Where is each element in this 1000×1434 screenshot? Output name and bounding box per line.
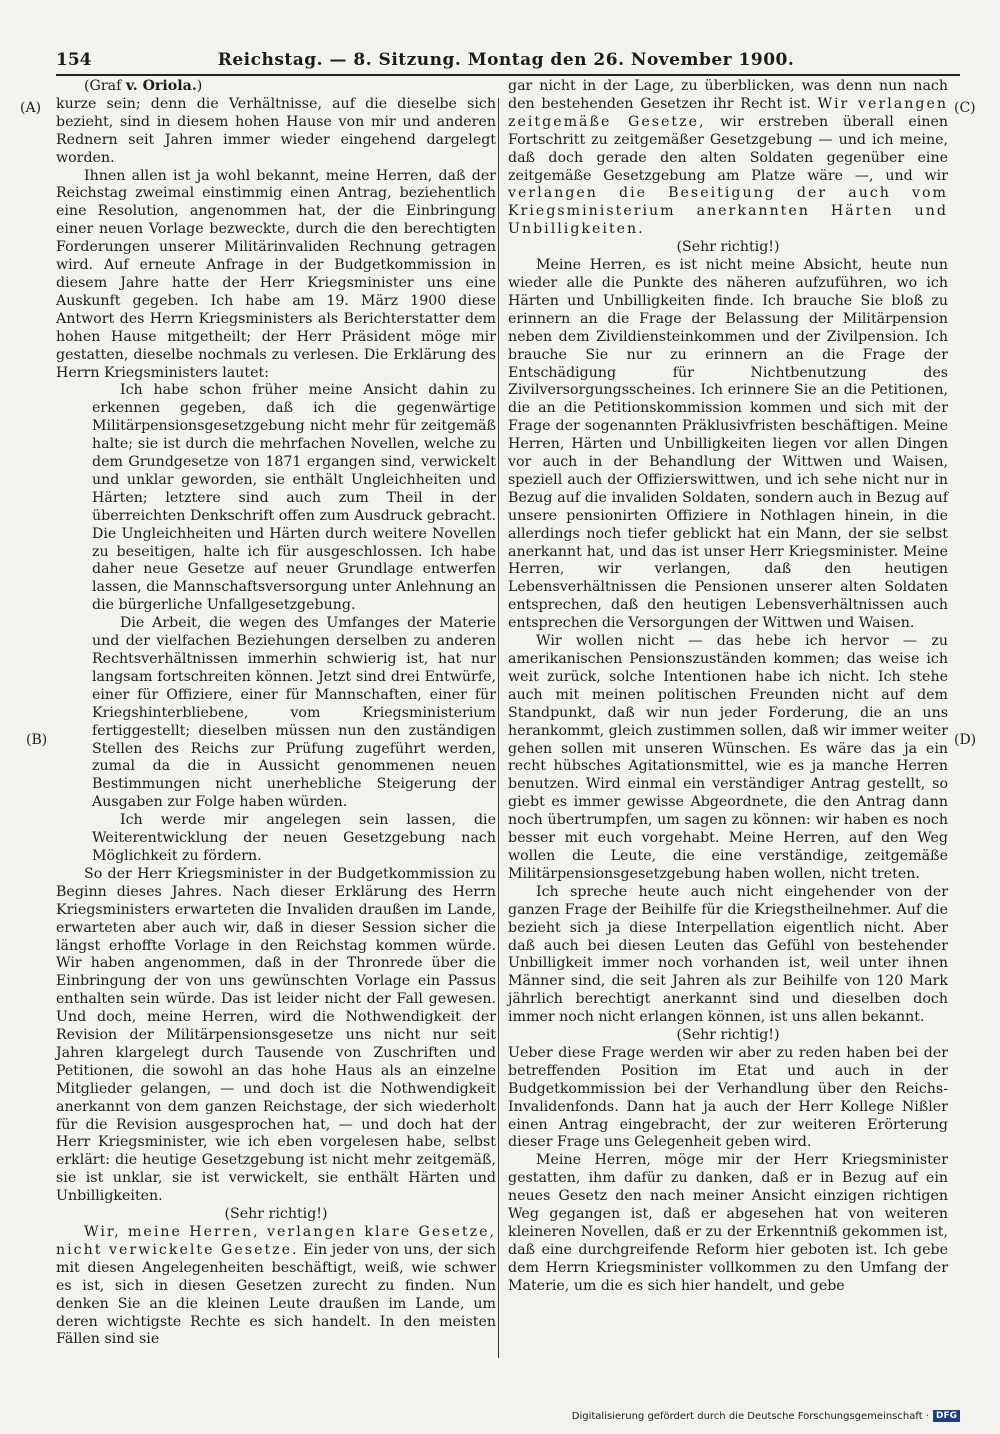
right-column: [508, 78, 948, 1296]
column-divider: [498, 98, 499, 1358]
paragraph: Wir wollen nicht — das hebe ich hervor — zu amerikanischen Pensionszuständen kommen; das weise ich weit zurück, solche Intentionen habe ich nicht. Ich stehe auch mit meinen politischen Freunden nicht auf dem Standpunkt, daß wir nun jeder Forderung, die an uns herankommt, gleich zustimmen sollen, daß wir immer weiter gehen sollen mit unseren Wünschen. Es wäre das ja ein recht hübsches Agitationsmittel, wie es ja manche Herren benutzen. Wird einmal ein verständiger Antrag gestellt, so giebt es immer gewisse Abgeordnete, die den Antrag dann noch übertrumpfen, um sagen zu können: wir haben es noch besser mit euch vorgehabt. Meine Herren, auf den Weg wollen die Leute, die eine verständige, zeitgemäße Militärpensionsgesetzgebung haben wollen, nicht treten.: [508, 633, 948, 882]
paragraph: Ihnen allen ist ja wohl bekannt, meine Herren, daß der Reichstag zweimal einstimmig einen Antrag, beziehentlich eine Resolution, angenommen hat, der die Einbringung einer neuen Vorlage bezweckte, durch die den berechtigten Forderungen unserer Militärinvaliden Rechnung getragen wird. Auf erneute Anfrage in der Budgetkommission in diesem Jahre hatte der Herr Kriegsminister uns eine Auskunft gegeben. Ich habe am 19. März 1900 diese Antwort des Herrn Kriegsministers als Berichterstatter dem hohen Hause mitgetheilt; der Herr Präsident möge mir gestatten, dieselbe nochmals zu verlesen. Die Erklärung des Herrn Kriegsministers lautet:: [56, 167, 496, 381]
paragraph: Wir, meine Herren, verlangen klare Gesetze, nicht verwickelte Gesetze. Ein jeder von uns, der sich mit diesen Angelegenheiten beschäftigt, weiß, wie schwer es ist, sich in diesen Gesetzen zurecht zu finden. Nun denken Sie an die kleinen Leute draußen im Lande, um deren wichtigste Rechte es sich handelt. In den meisten Fällen sind sie: [56, 1224, 496, 1348]
emphasis: verlangen die Beseitigung der auch vom Kriegsministerium anerkannten Härten und Unbilligkeiten.: [508, 185, 948, 238]
emphasis: Wir, meine Herren, verlangen klare Gesetze, nicht verwickelte Gesetze.: [56, 1224, 496, 1258]
paragraph: gar nicht in der Lage, zu überblicken, was denn nun nach den bestehenden Gesetzen ihr Recht ist. Wir verlangen zeitgemäße Gesetze, wir erstreben überall einen Fortschritt zu zeitgemäßer Gesetzgebung — und ich meine, daß doch gerade den alten Soldaten gegenüber eine zeitgemäße Gesetzgebung am Platze wäre —, und wir verlangen die Beseitigung der auch vom Kriegsministerium anerkannten Härten und Unbilligkeiten.: [508, 78, 948, 238]
paragraph: Meine Herren, möge mir der Herr Kriegsminister gestatten, ihm dafür zu danken, daß er in Bezug auf ein neues Gesetz den nach meiner Ansicht einzigen richtigen Weg gegangen ist, daß er abgesehen hat von weiteren kleineren Novellen, daß er zu der Erkenntniß gekommen ist, daß eine durchgreifende Reform hier geboten ist. Ich gebe dem Herrn Kriegsminister vollkommen zu den Umfang der Materie, um die es sich hier handelt, und gebe: [508, 1152, 948, 1294]
quotation: Ich habe schon früher meine Ansicht dahin zu erkennen gegeben, daß ich die gegenwärtige Militärpensionsgesetzgebung nicht mehr für zeitgemäß halte; sie ist durch die mehrfachen Novellen, welche zu dem Grundgesetze von 1871 ergangen sind, verwickelt und unklar geworden, sie enthält Ungleichheiten und Härten; letztere sind auch zum Theil in der überreichten Denkschrift offen zum Ausdruck gebracht. Die Ungleichheiten und Härten durch weitere Novellen zu beseitigen, halte ich für ausgeschlossen. Ich habe daher neue Gesetze auf neuer Grundlage entwerfen lassen, die Mannschaftsversorgung unter Anlehnung an die bürgerliche Unfallgesetzgebung.: [92, 382, 496, 614]
dfg-logo-icon: DFG: [933, 1410, 960, 1422]
digitization-credit: [572, 1410, 960, 1422]
applause-note: (Sehr richtig!): [676, 1027, 780, 1044]
margin-letter-d: (D): [954, 732, 977, 748]
paragraph: kurze sein; denn die Verhältnisse, auf die dieselbe sich bezieht, sind in diesem hohen Hause von mir und anderen Rednern seit Jahren immer wieder eingehend dargelegt worden.: [56, 95, 496, 166]
credit-text: Digitalisierung gefördert durch die Deutsche Forschungsgemeinschaft ·: [571, 1410, 929, 1422]
running-title: Reichstag. — 8. Sitzung. Montag den 26. November 1900.: [217, 50, 795, 70]
emphasis: Wir verlangen zeitgemäße Gesetze,: [508, 95, 948, 130]
quotation: Ich werde mir angelegen sein lassen, die Weiterentwicklung der neuen Gesetzgebung nach Möglichkeit zu fördern.: [92, 812, 496, 864]
speaker-line: (Graf v. Oriola.): [84, 78, 203, 94]
paragraph: Ueber diese Frage werden wir aber zu reden haben bei der betreffenden Position im Etat und auch in der Budgetkommission bei der Verhandlung über den Reichs-Invalidenfonds. Dann hat ja auch der Herr Kollege Nißler einen Antrag eingebracht, der zur weiteren Erörterung dieser Frage uns Gelegenheit geben wird.: [508, 1044, 948, 1151]
applause-note: (Sehr richtig!): [676, 239, 780, 256]
left-column: [56, 78, 496, 1349]
paragraph: Ich spreche heute auch nicht eingehender von der ganzen Frage der Beihilfe für die Kriegstheilnehmer. Auf die bezieht sich ja diese Interpellation eigentlich nicht. Aber daß auch bei diesen Leuten das Gefühl von bestehender Unbilligkeit immer noch vorhanden ist, weil unter ihnen Männer sind, die seit Jahren als zur Beihilfe von 120 Mark jährlich berechtigt anerkannt sind und dieselben doch immer noch nicht erlangen können, ist uns allen bekannt.: [508, 883, 948, 1026]
margin-letter-b: (B): [26, 732, 48, 748]
speaker-name: v. Oriola.: [125, 78, 197, 94]
margin-letter-a: (A): [20, 100, 42, 116]
paragraph: Meine Herren, es ist nicht meine Absicht, heute nun wieder alle die Punkte des näheren aufzuführen, wo ich Härten und Unbilligkeiten finde. Ich brauche Sie bloß zu erinnern an die Frage der Belassung der Militärpension neben dem Zivildiensteinkommen und der Zivilpension. Ich brauche Sie nur zu erinnern an die Frage der Entschädigung für Nichtbenutzung des Zivilversorgungsscheines. Ich erinnere Sie an die Petitionen, die an die Petitionskommission kommen und sich mit der Frage der sogenannten Präklusivfristen beschäftigen. Meine Herren, Härten und Unbilligkeiten liegen vor allen Dingen vor auch in der Behandlung der Wittwen und Waisen, speziell auch der Offizierswittwen, und ich sehe nicht nur in Bezug auf die invaliden Soldaten, sondern auch in Bezug auf unsere pensionirten Offiziere in Nothlagen hinein, in die allerdings noch tiefer geblickt hat ein Mann, der sie selbst anerkannt hat, und das ist unser Herr Kriegsminister. Meine Herren, wir verlangen, daß den heutigen Lebensverhältnissen die Pensionen unserer alten Soldaten entsprechen, daß den heutigen Lebensverhältnissen auch entsprechen die Versorgungen der Wittwen und Waisen.: [508, 257, 948, 632]
quotation: Die Arbeit, die wegen des Umfanges der Materie und der vielfachen Beziehungen derselben zu anderen Rechtsverhältnissen immerhin schwierig ist, hat nur langsam fortschreiten können. Jetzt sind drei Entwürfe, einer für Offiziere, einer für Mannschaften, einer für Kriegshinterbliebene, vom Kriegsministerium fertiggestellt; dieselben müssen nun den zuständigen Stellen des Reichs zur Prüfung zugeführt werden, zumal da die in Aussicht genommenen neuen Bestimmungen nicht unerhebliche Steigerung der Ausgaben zur Folge haben würden.: [92, 615, 496, 811]
margin-letter-c: (C): [954, 100, 976, 116]
paragraph: So der Herr Kriegsminister in der Budgetkommission zu Beginn dieses Jahres. Nach dieser Erklärung des Herrn Kriegsministers erwarteten die Invaliden draußen im Lande, erwarteten aber auch wir, daß in dieser Session sicher die längst erhoffte Vorlage in den Reichstag kommen würde. Wir haben angenommen, daß in der Thronrede über die Einbringung der von uns gewünschten Vorlage ein Passus enthalten sein würde. Das ist leider nicht der Fall gewesen. Und doch, meine Herren, wird die Nothwendigkeit der Revision der Militärpensionsgesetze uns nicht nur seit Jahren klargelegt durch Tausende von Zuschriften und Petitionen, die sowohl an das hohe Haus als an einzelne Mitglieder gelangen, — und doch ist die Nothwendigkeit anerkannt von dem ganzen Reichstage, der sich wiederholt für die Revision ausgesprochen hat, — und doch hat der Herr Kriegsminister, wie ich eben vorgelesen habe, selbst erklärt: die heutige Gesetzgebung ist nicht mehr zeitgemäß, sie ist unklar, sie ist verwickelt, sie enthält Härten und Unbilligkeiten.: [56, 865, 496, 1205]
applause-note: (Sehr richtig!): [224, 1206, 328, 1223]
header-rule: [56, 74, 960, 76]
running-header: [56, 48, 956, 74]
page-number: 154: [56, 50, 92, 70]
